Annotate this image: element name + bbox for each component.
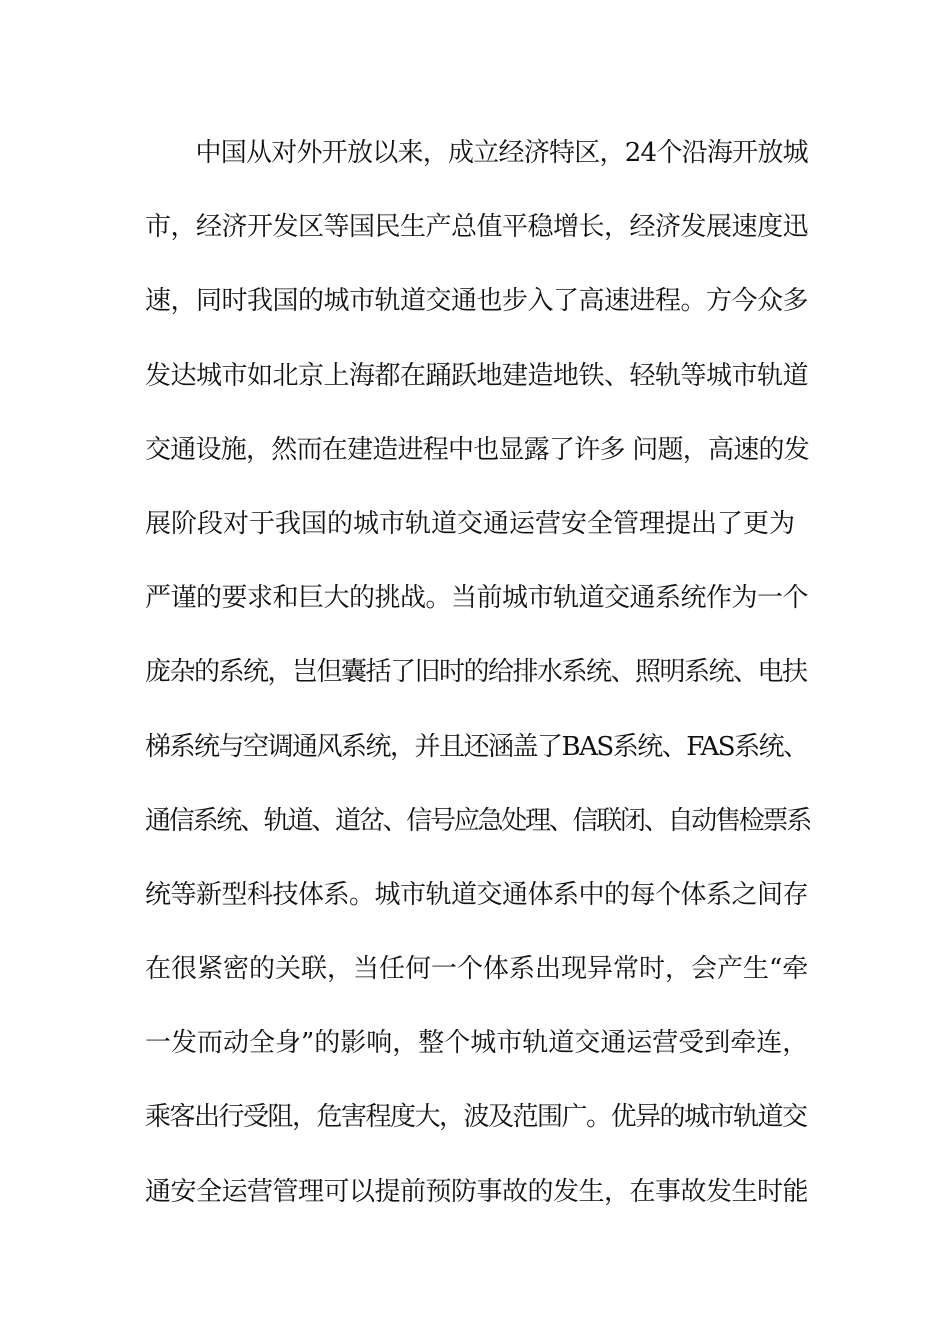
paragraph-line: 通信系统、轨道、道岔、信号应急处理、信联闭、自动售检票系 [145, 805, 811, 836]
body-paragraph [145, 126, 810, 1239]
paragraph-line: 中国从对外开放以来，成立经济特区，24个沿海开放城 [145, 138, 808, 168]
paragraph-line: 统等新型科技体系。城市轨道交通体系中的每个体系之间存 [145, 879, 809, 910]
paragraph-line: 市，经济开发区等国民生产总值平稳增长，经济发展速度迅 [145, 212, 809, 243]
paragraph-line: 乘客出行受阻，危害程度大，波及范围广。优异的城市轨道交 [145, 1102, 807, 1133]
paragraph-line: 交通设施，然而在建造进程中也显露了许多 问题，高速的发 [145, 434, 810, 465]
paragraph-line: 展阶段对于我国的城市轨道交通运营安全管理提出了更为 [145, 508, 796, 539]
paragraph-line: 庞杂的系统，岂但囊括了旧时的给排水系统、照明系统、电扶 [145, 657, 807, 688]
paragraph-line: 发达城市如北京上海都在踊跃地建造地铁、轻轨等城市轨道 [145, 360, 809, 391]
paragraph-line: 严谨的要求和巨大的挑战。当前城市轨道交通系统作为一个 [145, 583, 809, 614]
paragraph-line: 梯系统与空调通风系统，并且还涵盖了BAS系统、FAS系统、 [145, 731, 808, 762]
paragraph-line: 在很紧密的关联，当任何一个体系出现异常时，会产生“牵 [145, 954, 809, 985]
paragraph-line: 通安全运营管理可以提前预防事故的发生，在事故发生时能 [145, 1176, 809, 1207]
paragraph-line: 一发而动全身”的影响，整个城市轨道交通运营受到牵连， [145, 1028, 809, 1059]
paragraph-line: 速，同时我国的城市轨道交通也步入了高速进程。方今众多 [145, 286, 809, 317]
